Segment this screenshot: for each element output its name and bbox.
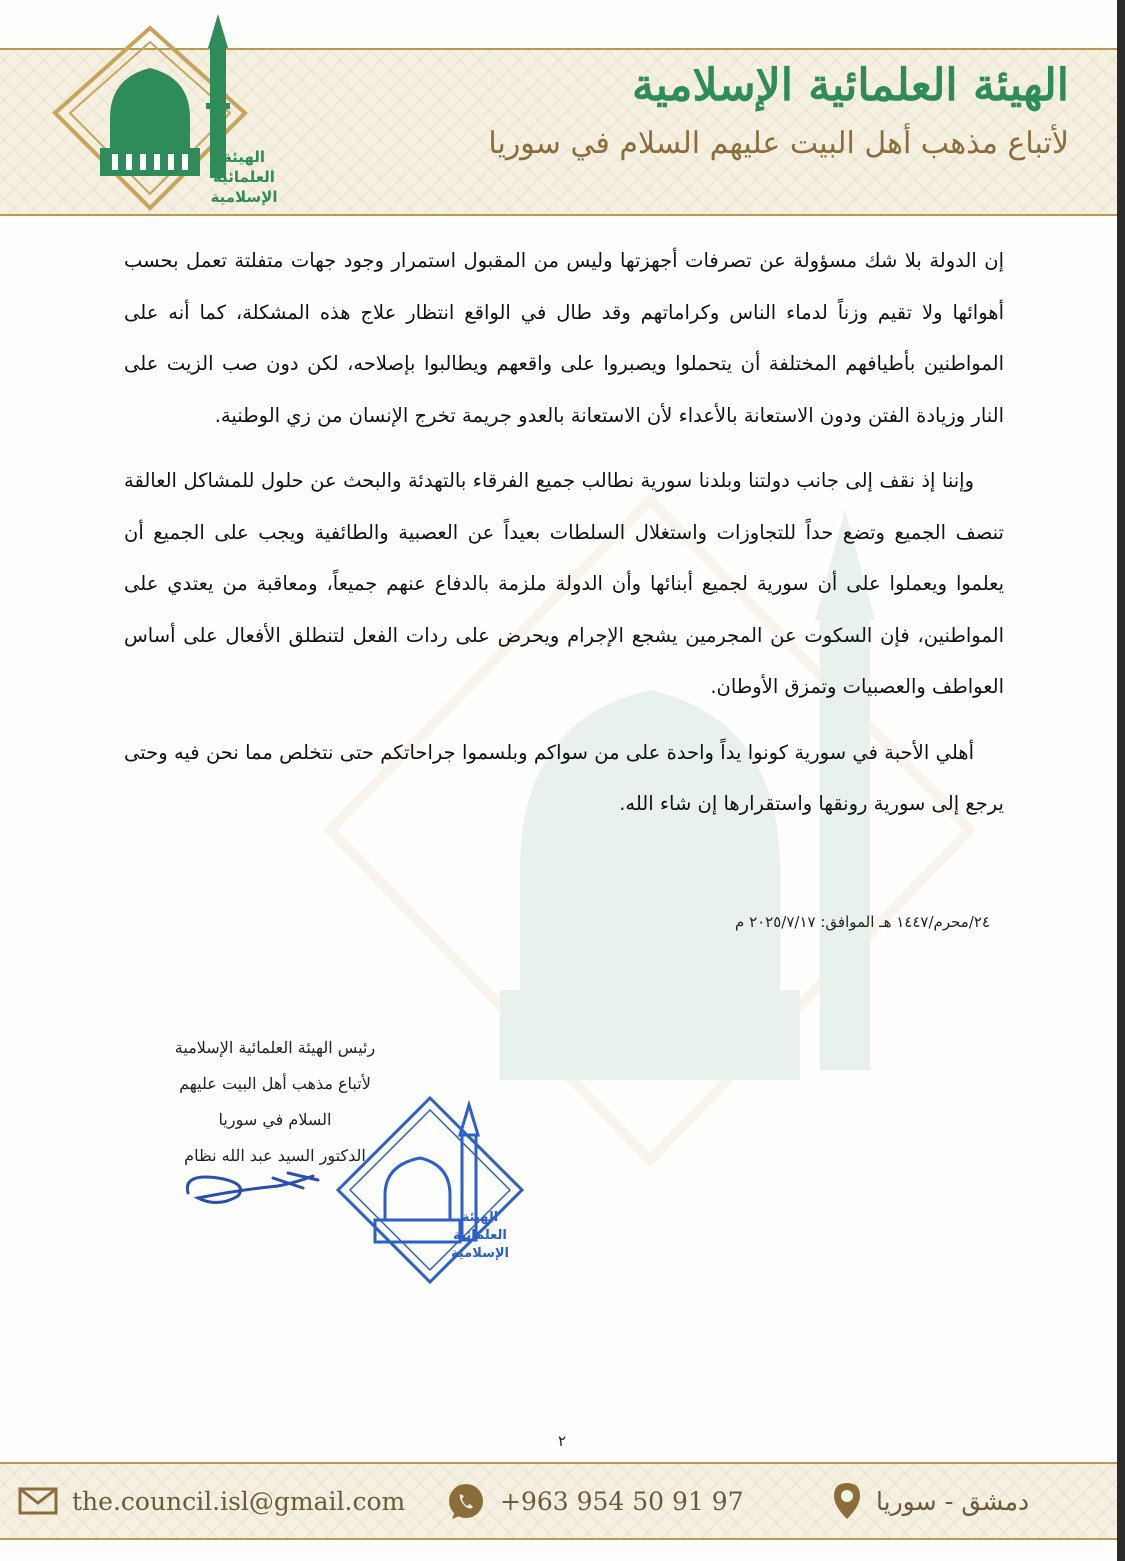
organization-subtitle: لأتباع مذهب أهل البيت عليهم السلام في سوريا — [488, 126, 1069, 161]
body-paragraph-3: أهلي الأحبة في سورية كونوا يداً واحدة على من سواكم وبلسموا جراحاتكم حتى نتخلص مما نحن فيه وحتى يرجع إلى سورية رونقها واستقرارها إن شاء الله. — [124, 740, 1004, 815]
address-text: دمشق - سوريا — [876, 1486, 1030, 1516]
logo-text-line-3: الإسلامية — [210, 188, 278, 206]
letter-date: ٢٤/محرم/١٤٤٧ هـ الموافق: ٢٠٢٥/٧/١٧ م — [735, 913, 990, 931]
signatory-organization: لأتباع مذهب أهل البيت عليهم السلام في سوريا — [179, 1074, 371, 1129]
organization-title: الهيئة العلمائية الإسلامية — [632, 60, 1069, 111]
page-number: ٢ — [557, 1432, 567, 1450]
footer-phone[interactable] — [446, 1481, 744, 1521]
stamp-text-line-3: الإسلامية — [450, 1246, 510, 1261]
whatsapp-icon — [446, 1481, 486, 1521]
signatory-title: رئيس الهيئة العلمائية الإسلامية — [174, 1038, 376, 1057]
official-stamp — [330, 1090, 530, 1290]
phone-number[interactable]: +963 954 50 91 97 — [500, 1486, 744, 1516]
stamp-text-line-1: الهيئة — [461, 1210, 499, 1225]
envelope-icon — [18, 1487, 58, 1515]
organization-logo — [40, 8, 300, 223]
footer-bottom-rule — [0, 1538, 1117, 1540]
body-paragraph-2: وإننا إذ نقف إلى جانب دولتنا وبلدنا سورية نطالب جميع الفرقاء بالتهدئة والبحث عن حلول للمشاكل العالقة تنصف الجميع وتضع حداً للتجاوزات واستغلال السلطات بعيداً عن العصبية والطائفية ويجب على الجميع أن يعلموا ويعملوا على أن سورية لجميع أبنائها وأن الدولة ملزمة بالدفاع عنهم جميعاً، ومعاقبة من يعتدي على المواطنين، فإن السكوت عن المجرمين يشجع الإجرام ويحرض على ردات الفعل لتنطلق الأفعال على أساس العواطف والعصبيات وتمزق الأوطان. — [124, 469, 1004, 698]
handwritten-signature — [178, 1148, 328, 1218]
footer-top-rule — [0, 1462, 1117, 1464]
logo-text-line-2: العلمائية — [213, 168, 275, 186]
footer-email[interactable] — [18, 1481, 405, 1521]
signatory-name: الدكتور السيد عبد الله نظام — [184, 1146, 366, 1165]
email-address[interactable]: the.council.isl@gmail.com — [72, 1486, 406, 1516]
body-paragraph-1: إن الدولة بلا شك مسؤولة عن تصرفات أجهزتها وليس من المقبول استمرار وجود جهات متفلتة تعمل بحسب أهوائها ولا تقيم وزناً لدماء الناس وكراماتهم وقد طال في الواقع انتظار علاج هذه المشكلة، كما أنه على المواطنين بأطيافهم المختلفة أن يتحملوا ويصبروا على واقعهم ويطالبوا بإصلاحه، لكن دون صب الزيت على النار وزيادة الفتن ودون الاستعانة بالأعداء لأن الاستعانة بالعدو جريمة تخرج الإنسان من زي الوطنية. — [124, 249, 1004, 427]
footer-address — [832, 1481, 1029, 1521]
letter-body — [124, 235, 1004, 844]
stamp-text-line-2: العلمائية — [453, 1228, 507, 1243]
location-pin-icon — [832, 1481, 862, 1521]
logo-text-line-1: الهيئة — [222, 148, 266, 166]
